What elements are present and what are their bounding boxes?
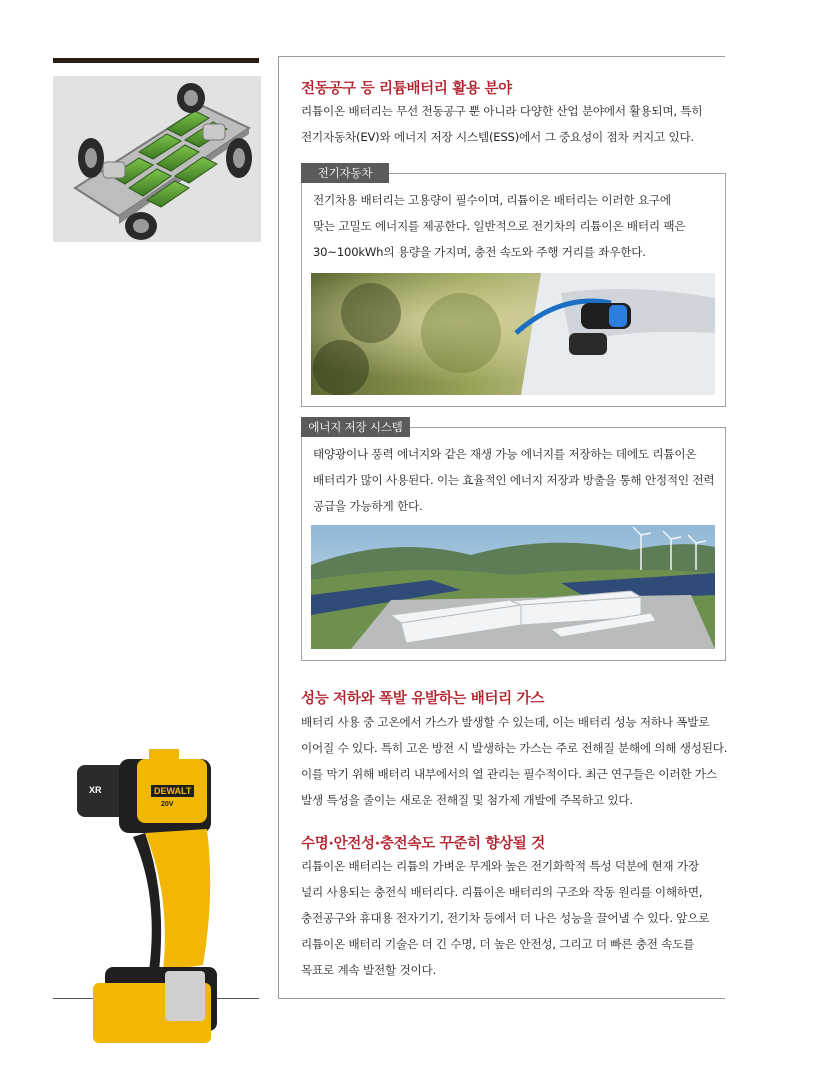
text-line: 맞는 고밀도 에너지를 제공한다. 일반적으로 전기차의 리튬이온 배터리 팩은: [313, 219, 686, 233]
tab-ess: 에너지 저장 시스템: [301, 417, 410, 437]
text-line: 공급을 가능하게 한다.: [313, 499, 423, 513]
text-line: 배터리 사용 중 고온에서 가스가 발생할 수 있는데, 이는 배터리 성능 저하나 폭발로: [301, 715, 710, 729]
text-line: 태양광이나 풍력 에너지와 같은 재생 가능 에너지를 저장하는 데에도 리튬이온: [313, 447, 697, 461]
ess-box-text: [313, 441, 714, 519]
text-line: 이를 막기 위해 배터리 내부에서의 열 관리는 필수적이다. 최근 연구들은 이러한 가스: [301, 767, 717, 781]
section-body-battery-gas: [301, 709, 727, 813]
top-accent-bar: [53, 58, 259, 63]
dewalt-impact-driver-image: [75, 745, 235, 1050]
drill-xr-label: XR: [89, 785, 102, 795]
text-line: 전기차용 배터리는 고용량이 필수이며, 리튬이온 배터리는 이러한 요구에: [313, 193, 671, 207]
text-line: 리튬이온 배터리 기술은 더 긴 수명, 더 높은 안전성, 그리고 더 빠른 충전 속도를: [301, 937, 695, 951]
text-line: 널리 사용되는 충전식 배터리다. 리튬이온 배터리의 구조와 작동 원리를 이해하면,: [301, 885, 703, 899]
section-body-future: [301, 853, 709, 983]
text-line: 30~100kWh의 용량을 가지며, 충전 속도와 주행 거리를 좌우한다.: [313, 245, 646, 259]
ev-box-text: [313, 187, 685, 265]
content-frame-bottom: [278, 998, 725, 999]
text-line: 충전공구와 휴대용 전자기기, 전기차 등에서 더 나은 성능을 끌어낼 수 있다. 앞으로: [301, 911, 710, 925]
tab-ev: 전기자동차: [301, 163, 389, 183]
ess-facility-photo: [311, 525, 715, 649]
ev-charging-photo: [311, 273, 715, 395]
section-body-applications: [301, 98, 702, 150]
text-line: 이어질 수 있다. 특히 고온 방전 시 발생하는 가스는 주로 전해질 분해에 의해 생성된다.: [301, 741, 728, 755]
section-title-applications: 전동공구 등 리튬배터리 활용 분야: [301, 81, 512, 97]
text-line: 배터리가 많이 사용된다. 이는 효율적인 에너지 저장과 방출을 통해 안정적인 전력: [313, 473, 715, 487]
text-line: 리튬이온 배터리는 무선 전동공구 뿐 아니라 다양한 산업 분야에서 활용되며, 특히: [301, 104, 703, 118]
drill-brand-label: DEWALT: [151, 785, 194, 797]
drill-volt-label: 20V: [161, 801, 174, 808]
text-line: 목표로 계속 발전할 것이다.: [301, 963, 436, 977]
content-frame-top: [278, 56, 725, 57]
section-title-battery-gas: 성능 저하와 폭발 유발하는 배터리 가스: [301, 691, 545, 707]
text-line: 리튬이온 배터리는 리튬의 가벼운 무게와 높은 전기화학적 특성 덕분에 현재 가장: [301, 859, 699, 873]
content-frame-left: [278, 56, 279, 999]
text-line: 발생 특성을 줄이는 새로운 전해질 및 첨가제 개발에 주목하고 있다.: [301, 793, 633, 807]
section-title-future: 수명·안전성·충전속도 꾸준히 향상될 것: [301, 836, 545, 852]
text-line: 전기자동차(EV)와 에너지 저장 시스템(ESS)에서 그 중요성이 점차 커지고 있다.: [301, 130, 694, 144]
ev-battery-chassis-image: [53, 76, 261, 242]
